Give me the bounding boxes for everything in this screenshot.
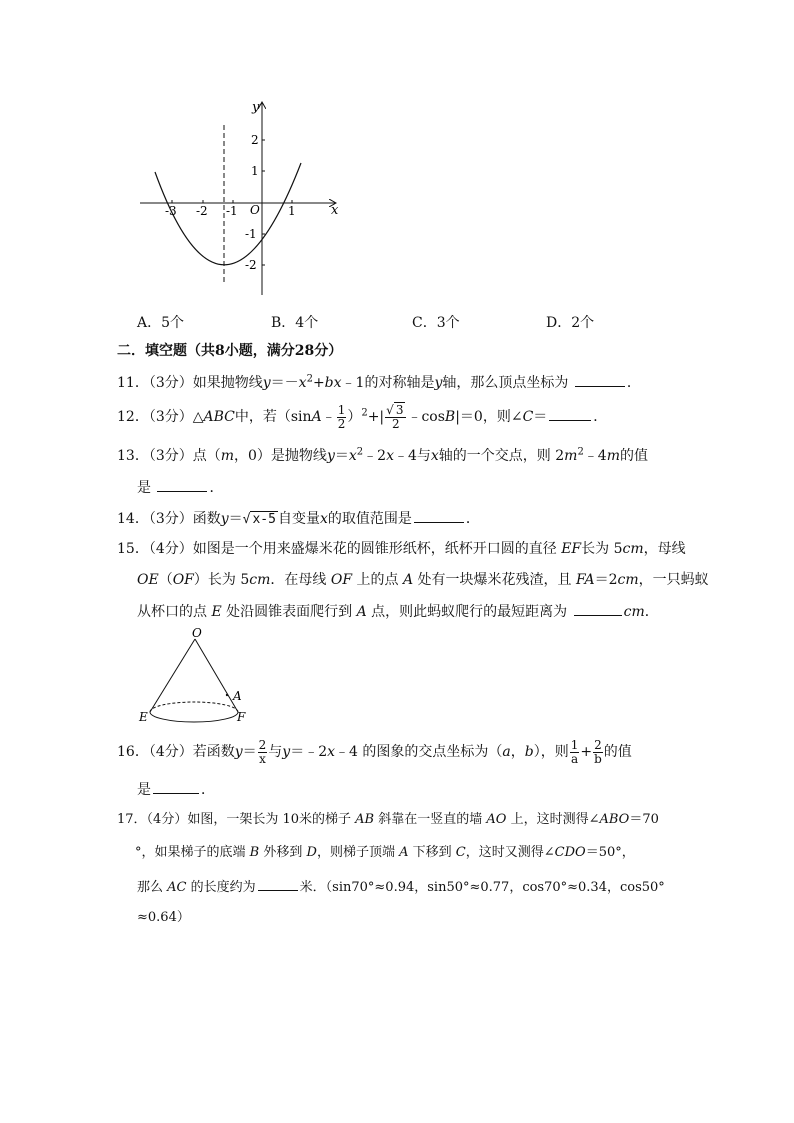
fraction: $\frac{2}{x}$ — [258, 737, 267, 766]
point-e-label: E — [139, 710, 148, 724]
x-tick-label: -1 — [226, 204, 238, 218]
question-11: 11．（3分）如果抛物线$y=-x^2+bx﹣1$的对称轴是y轴，那么顶点坐标为 ． — [117, 373, 641, 391]
cone-figure — [135, 625, 255, 730]
question-14: 14．（3分）函数y＝√ x-5 自变量x的取值范围是 ． — [117, 508, 480, 530]
answer-blank[interactable] — [414, 508, 464, 523]
question-15-line3: 从杯口的点 E 处沿圆锥表面爬行到 A 点，则此蚂蚁爬行的最短距离为 cm． — [137, 601, 659, 622]
option-a: A．5个 — [137, 315, 185, 331]
question-17: 17．（4分）如图，一架长为 10米的梯子 AB 斜靠在一竖直的墙 AO 上，这时测得∠ABO＝70 — [117, 812, 659, 827]
question-16: 16．（4分）若函数y＝ $\frac{2}{x}$ 与y＝﹣2x﹣4 的图象的交点坐标为（a，b），则 $\frac{1}{a}$ + $\frac{2}{b}$ 的值 — [117, 737, 632, 766]
y-tick-label: 2 — [251, 133, 259, 147]
origin-label: O — [250, 203, 260, 217]
question-16-line2: 是 ． — [137, 779, 215, 800]
x-tick-label: -3 — [165, 204, 177, 218]
question-13-line2: 是 ． — [137, 477, 223, 498]
point-a — [226, 694, 228, 696]
y-axis-label: y — [252, 100, 260, 115]
fraction: $\frac{√ 3}{2}$ — [385, 404, 406, 431]
answer-blank[interactable] — [574, 601, 622, 616]
parabola-graph — [135, 95, 350, 300]
question-17-line2: °，如果梯子的底端 B 外移到 D，则梯子顶端 A 下移到 C，这时又测得∠CDO＝50°， — [135, 845, 635, 860]
cone-left-edge — [150, 639, 195, 712]
fraction: $\frac{1}{2}$ — [337, 402, 346, 431]
y-tick-label: -1 — [245, 227, 257, 241]
y-tick-label: 1 — [251, 164, 259, 178]
section-title: 二．填空题（共8小题，满分28分） — [117, 343, 343, 359]
x-axis-label: x — [331, 203, 339, 218]
question-15-line2: OE（OF）长为 5cm．在母线 OF 上的点 A 处有一块爆米花残渣，且 FA＝2cm，一只蚂蚁 — [137, 572, 709, 588]
answer-blank[interactable] — [157, 477, 207, 492]
cone-base-front — [150, 712, 238, 722]
question-17-line4: ≈0.64） — [137, 910, 190, 925]
answer-blank[interactable] — [258, 876, 298, 891]
cone-base-back — [150, 702, 238, 712]
fraction: $\frac{2}{b}$ — [594, 737, 602, 766]
cone-right-edge — [195, 639, 238, 712]
fraction: $\frac{1}{a}$ — [570, 737, 579, 766]
x-tick-label: 1 — [288, 204, 296, 218]
option-d: D．2个 — [546, 315, 595, 331]
question-17-line3: 那么 AC 的长度约为 米．（sin70°≈0.94，sin50°≈0.77，cos70°≈0.34，cos50° — [137, 876, 665, 898]
question-13: 13．（3分）点（m，0）是抛物线$y=x^2﹣2x﹣4$与x轴的一个交点，则 $2m^2﹣4m$的值 — [117, 446, 649, 464]
point-o-label: O — [192, 626, 202, 640]
question-15: 15．（4分）如图是一个用来盛爆米花的圆锥形纸杯，纸杯开口圆的直径 EF长为 5cm，母线 — [117, 541, 686, 557]
question-12: 12．（3分）△ABC中，若（sinA﹣ $\frac{1}{2}$ ）$^2$+| $\frac{√ 3}{2}$ ﹣cosB|＝0，则∠C＝ ． — [117, 402, 608, 431]
x-tick-label: -2 — [196, 204, 208, 218]
option-b: B．4个 — [271, 315, 319, 331]
answer-blank[interactable] — [153, 779, 199, 794]
point-f-label: F — [237, 710, 246, 724]
answer-blank[interactable] — [549, 406, 591, 421]
y-tick-label: -2 — [245, 258, 257, 272]
point-a-label: A — [233, 689, 242, 703]
option-c: C．3个 — [412, 315, 460, 331]
answer-blank[interactable] — [575, 372, 625, 387]
